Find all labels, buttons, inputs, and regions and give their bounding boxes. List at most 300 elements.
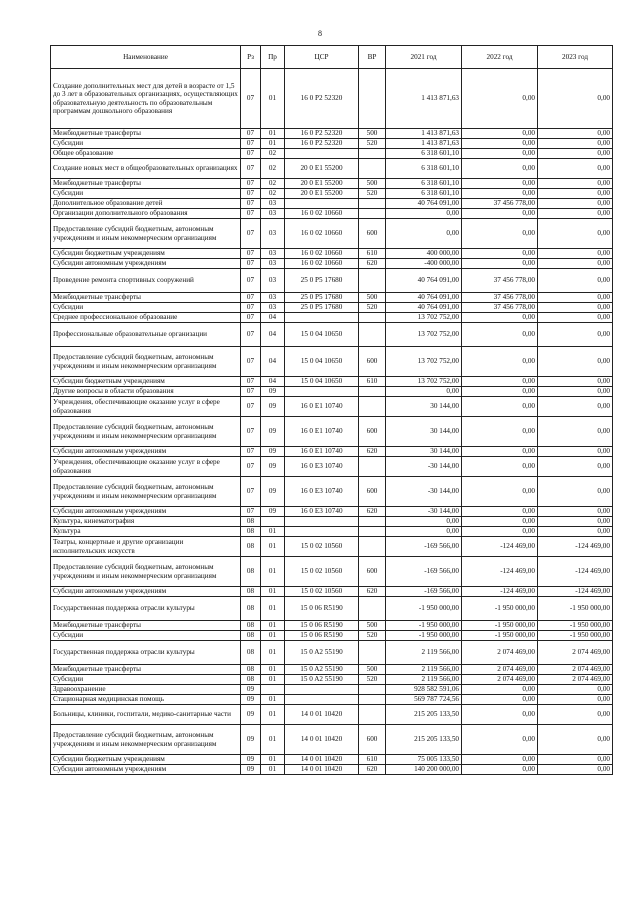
row-value-2021: -30 144,00 bbox=[386, 477, 462, 507]
row-value-2023: 0,00 bbox=[538, 179, 613, 189]
row-value-2023: 0,00 bbox=[538, 725, 613, 755]
row-value-2021: 40 764 091,00 bbox=[386, 269, 462, 293]
table-row bbox=[51, 477, 613, 507]
row-pr: 04 bbox=[261, 313, 285, 323]
row-rz: 09 bbox=[241, 765, 261, 775]
row-value-2023: 0,00 bbox=[538, 209, 613, 219]
row-value-2022: 37 456 778,00 bbox=[462, 303, 538, 313]
row-value-2021: 2 119 566,00 bbox=[386, 665, 462, 675]
row-name: Межбюджетные трансферты bbox=[51, 129, 241, 139]
row-vr: 600 bbox=[359, 557, 386, 587]
row-value-2023: 0,00 bbox=[538, 517, 613, 527]
row-csr: 20 0 E1 55200 bbox=[285, 189, 359, 199]
row-name: Субсидии bbox=[51, 303, 241, 313]
row-value-2023: 0,00 bbox=[538, 293, 613, 303]
row-rz: 08 bbox=[241, 597, 261, 621]
row-csr: 20 0 E1 55200 bbox=[285, 159, 359, 179]
row-vr bbox=[359, 387, 386, 397]
row-csr: 15 0 02 10560 bbox=[285, 557, 359, 587]
table-row bbox=[51, 587, 613, 597]
row-value-2021: 0,00 bbox=[386, 219, 462, 249]
row-value-2023: 0,00 bbox=[538, 347, 613, 377]
row-value-2023: 2 074 469,00 bbox=[538, 675, 613, 685]
row-value-2023: 0,00 bbox=[538, 477, 613, 507]
row-value-2022: 0,00 bbox=[462, 507, 538, 517]
row-rz: 09 bbox=[241, 695, 261, 705]
row-value-2021: -169 566,00 bbox=[386, 557, 462, 587]
row-name: Субсидии автономным учреждениям bbox=[51, 587, 241, 597]
row-value-2023: 0,00 bbox=[538, 149, 613, 159]
row-rz: 08 bbox=[241, 641, 261, 665]
row-rz: 07 bbox=[241, 377, 261, 387]
row-rz: 07 bbox=[241, 417, 261, 447]
row-pr: 03 bbox=[261, 209, 285, 219]
row-value-2022: 0,00 bbox=[462, 377, 538, 387]
row-vr: 520 bbox=[359, 189, 386, 199]
row-csr: 25 0 P5 17680 bbox=[285, 293, 359, 303]
row-name: Среднее профессиональное образование bbox=[51, 313, 241, 323]
row-pr: 09 bbox=[261, 507, 285, 517]
row-name: Предоставление субсидий бюджетным, автономным учреждениям и иным некоммерческим организациям bbox=[51, 557, 241, 587]
row-value-2022: -124 469,00 bbox=[462, 587, 538, 597]
row-csr: 16 0 P2 52320 bbox=[285, 129, 359, 139]
row-name: Дополнительное образование детей bbox=[51, 199, 241, 209]
row-rz: 07 bbox=[241, 159, 261, 179]
row-vr: 610 bbox=[359, 249, 386, 259]
row-vr bbox=[359, 705, 386, 725]
row-csr: 15 0 04 10650 bbox=[285, 377, 359, 387]
row-value-2021: 0,00 bbox=[386, 527, 462, 537]
table-row bbox=[51, 417, 613, 447]
row-pr: 09 bbox=[261, 417, 285, 447]
table-row bbox=[51, 537, 613, 557]
row-pr: 02 bbox=[261, 159, 285, 179]
row-pr: 09 bbox=[261, 477, 285, 507]
row-csr: 16 0 E1 10740 bbox=[285, 447, 359, 457]
row-value-2021: 6 318 601,10 bbox=[386, 149, 462, 159]
row-pr: 04 bbox=[261, 377, 285, 387]
header-name: Наименование bbox=[51, 46, 241, 69]
row-pr: 01 bbox=[261, 597, 285, 621]
row-value-2021: 13 702 752,00 bbox=[386, 347, 462, 377]
row-pr: 09 bbox=[261, 447, 285, 457]
table-row bbox=[51, 725, 613, 755]
row-pr: 03 bbox=[261, 249, 285, 259]
row-value-2022: 0,00 bbox=[462, 159, 538, 179]
row-vr: 500 bbox=[359, 621, 386, 631]
row-rz: 08 bbox=[241, 675, 261, 685]
row-value-2021: -1 950 000,00 bbox=[386, 597, 462, 621]
row-value-2022: 0,00 bbox=[462, 397, 538, 417]
row-pr: 02 bbox=[261, 179, 285, 189]
row-csr: 15 0 A2 55190 bbox=[285, 665, 359, 675]
row-value-2022: 0,00 bbox=[462, 765, 538, 775]
row-value-2021: 2 119 566,00 bbox=[386, 675, 462, 685]
row-name: Предоставление субсидий бюджетным, автономным учреждениям и иным некоммерческим организациям bbox=[51, 219, 241, 249]
row-name: Общее образование bbox=[51, 149, 241, 159]
row-value-2021: -169 566,00 bbox=[386, 587, 462, 597]
row-value-2022: 0,00 bbox=[462, 725, 538, 755]
table-row bbox=[51, 685, 613, 695]
table-row bbox=[51, 755, 613, 765]
row-value-2021: 30 144,00 bbox=[386, 417, 462, 447]
table-row bbox=[51, 129, 613, 139]
table-row bbox=[51, 387, 613, 397]
row-value-2023: -124 469,00 bbox=[538, 587, 613, 597]
table-row bbox=[51, 313, 613, 323]
row-vr bbox=[359, 397, 386, 417]
row-vr: 610 bbox=[359, 377, 386, 387]
row-csr: 16 0 02 10660 bbox=[285, 249, 359, 259]
row-vr: 600 bbox=[359, 725, 386, 755]
row-csr: 16 0 E3 10740 bbox=[285, 457, 359, 477]
row-value-2021: 928 582 591,06 bbox=[386, 685, 462, 695]
row-rz: 09 bbox=[241, 685, 261, 695]
row-csr: 15 0 A2 55190 bbox=[285, 641, 359, 665]
row-pr: 01 bbox=[261, 527, 285, 537]
row-rz: 08 bbox=[241, 557, 261, 587]
row-value-2023: 0,00 bbox=[538, 129, 613, 139]
row-value-2023: 0,00 bbox=[538, 457, 613, 477]
row-csr: 16 0 02 10660 bbox=[285, 209, 359, 219]
row-value-2022: -1 950 000,00 bbox=[462, 631, 538, 641]
row-name: Межбюджетные трансферты bbox=[51, 293, 241, 303]
table-row bbox=[51, 347, 613, 377]
row-vr bbox=[359, 199, 386, 209]
row-value-2022: 0,00 bbox=[462, 527, 538, 537]
row-pr bbox=[261, 517, 285, 527]
row-value-2021: -1 950 000,00 bbox=[386, 621, 462, 631]
row-vr: 500 bbox=[359, 179, 386, 189]
row-value-2022: 0,00 bbox=[462, 685, 538, 695]
row-name: Субсидии bbox=[51, 139, 241, 149]
row-vr: 520 bbox=[359, 675, 386, 685]
row-pr bbox=[261, 685, 285, 695]
table-row bbox=[51, 209, 613, 219]
row-rz: 08 bbox=[241, 517, 261, 527]
row-value-2023: 0,00 bbox=[538, 417, 613, 447]
row-csr: 16 0 P2 52320 bbox=[285, 139, 359, 149]
table-row bbox=[51, 621, 613, 631]
row-rz: 07 bbox=[241, 269, 261, 293]
row-pr: 03 bbox=[261, 293, 285, 303]
row-csr bbox=[285, 313, 359, 323]
row-name: Субсидии бюджетным учреждениям bbox=[51, 377, 241, 387]
row-pr: 01 bbox=[261, 129, 285, 139]
row-value-2022: 0,00 bbox=[462, 139, 538, 149]
row-pr: 02 bbox=[261, 149, 285, 159]
row-value-2022: 0,00 bbox=[462, 695, 538, 705]
row-name: Проведение ремонта спортивных сооружений bbox=[51, 269, 241, 293]
row-csr bbox=[285, 149, 359, 159]
row-vr: 600 bbox=[359, 417, 386, 447]
row-vr: 600 bbox=[359, 347, 386, 377]
row-value-2023: 0,00 bbox=[538, 685, 613, 695]
row-pr: 01 bbox=[261, 725, 285, 755]
row-value-2022: 0,00 bbox=[462, 69, 538, 129]
row-value-2022: 37 456 778,00 bbox=[462, 293, 538, 303]
row-value-2021: 215 205 133,50 bbox=[386, 725, 462, 755]
row-value-2021: 6 318 601,10 bbox=[386, 159, 462, 179]
row-rz: 07 bbox=[241, 219, 261, 249]
table-row bbox=[51, 303, 613, 313]
row-value-2022: -1 950 000,00 bbox=[462, 597, 538, 621]
table-row bbox=[51, 149, 613, 159]
row-rz: 07 bbox=[241, 293, 261, 303]
row-value-2021: 6 318 601,10 bbox=[386, 189, 462, 199]
row-rz: 08 bbox=[241, 621, 261, 631]
row-csr: 15 0 06 R5190 bbox=[285, 621, 359, 631]
table-row bbox=[51, 397, 613, 417]
table-row bbox=[51, 159, 613, 179]
row-pr: 01 bbox=[261, 69, 285, 129]
row-pr: 01 bbox=[261, 665, 285, 675]
row-rz: 07 bbox=[241, 209, 261, 219]
row-value-2022: 37 456 778,00 bbox=[462, 269, 538, 293]
row-rz: 07 bbox=[241, 199, 261, 209]
table-row bbox=[51, 219, 613, 249]
row-rz: 07 bbox=[241, 139, 261, 149]
row-vr: 600 bbox=[359, 477, 386, 507]
page-number: 8 bbox=[318, 29, 322, 38]
row-value-2023: 0,00 bbox=[538, 377, 613, 387]
row-value-2022: 0,00 bbox=[462, 189, 538, 199]
row-value-2022: 0,00 bbox=[462, 209, 538, 219]
row-vr bbox=[359, 641, 386, 665]
row-pr: 03 bbox=[261, 303, 285, 313]
row-vr bbox=[359, 209, 386, 219]
row-rz: 08 bbox=[241, 527, 261, 537]
row-vr bbox=[359, 685, 386, 695]
row-pr: 09 bbox=[261, 397, 285, 417]
row-csr bbox=[285, 527, 359, 537]
row-vr bbox=[359, 149, 386, 159]
row-name: Предоставление субсидий бюджетным, автономным учреждениям и иным некоммерческим организациям bbox=[51, 347, 241, 377]
row-vr: 520 bbox=[359, 303, 386, 313]
row-csr bbox=[285, 685, 359, 695]
row-rz: 07 bbox=[241, 347, 261, 377]
row-value-2022: -124 469,00 bbox=[462, 557, 538, 587]
row-rz: 07 bbox=[241, 507, 261, 517]
row-vr: 520 bbox=[359, 631, 386, 641]
row-csr: 16 0 E1 10740 bbox=[285, 397, 359, 417]
table-row bbox=[51, 139, 613, 149]
row-value-2023: 2 074 469,00 bbox=[538, 665, 613, 675]
table-row bbox=[51, 457, 613, 477]
row-pr: 01 bbox=[261, 755, 285, 765]
row-value-2022: 0,00 bbox=[462, 347, 538, 377]
row-pr: 04 bbox=[261, 323, 285, 347]
row-vr: 600 bbox=[359, 219, 386, 249]
table-row bbox=[51, 675, 613, 685]
row-vr: 500 bbox=[359, 129, 386, 139]
row-vr: 620 bbox=[359, 447, 386, 457]
row-name: Здравоохранение bbox=[51, 685, 241, 695]
row-name: Межбюджетные трансферты bbox=[51, 621, 241, 631]
row-name: Предоставление субсидий бюджетным, автономным учреждениям и иным некоммерческим организациям bbox=[51, 477, 241, 507]
row-value-2023: 0,00 bbox=[538, 323, 613, 347]
row-value-2022: 0,00 bbox=[462, 755, 538, 765]
row-value-2021: -400 000,00 bbox=[386, 259, 462, 269]
table-row bbox=[51, 631, 613, 641]
row-value-2022: 0,00 bbox=[462, 313, 538, 323]
row-csr: 15 0 06 R5190 bbox=[285, 631, 359, 641]
row-value-2021: 0,00 bbox=[386, 387, 462, 397]
table-row bbox=[51, 507, 613, 517]
row-name: Субсидии бюджетным учреждениям bbox=[51, 755, 241, 765]
row-value-2023: 0,00 bbox=[538, 765, 613, 775]
table-row bbox=[51, 259, 613, 269]
row-pr: 01 bbox=[261, 587, 285, 597]
row-csr: 25 0 P5 17680 bbox=[285, 269, 359, 293]
row-value-2022: -1 950 000,00 bbox=[462, 621, 538, 631]
row-pr: 09 bbox=[261, 457, 285, 477]
row-csr: 16 0 P2 52320 bbox=[285, 69, 359, 129]
row-value-2021: 40 764 091,00 bbox=[386, 293, 462, 303]
row-value-2022: 0,00 bbox=[462, 387, 538, 397]
row-value-2021: 0,00 bbox=[386, 209, 462, 219]
row-value-2023: 0,00 bbox=[538, 219, 613, 249]
row-name: Профессиональные образовательные организации bbox=[51, 323, 241, 347]
row-value-2023: -124 469,00 bbox=[538, 537, 613, 557]
row-name: Предоставление субсидий бюджетным, автономным учреждениям и иным некоммерческим организациям bbox=[51, 417, 241, 447]
row-name: Организации дополнительного образования bbox=[51, 209, 241, 219]
row-value-2022: 0,00 bbox=[462, 129, 538, 139]
row-csr: 15 0 02 10560 bbox=[285, 537, 359, 557]
row-rz: 08 bbox=[241, 587, 261, 597]
row-pr: 03 bbox=[261, 269, 285, 293]
row-name: Субсидии bbox=[51, 675, 241, 685]
row-vr: 500 bbox=[359, 293, 386, 303]
row-name: Субсидии автономным учреждениям bbox=[51, 765, 241, 775]
row-rz: 07 bbox=[241, 457, 261, 477]
row-csr bbox=[285, 695, 359, 705]
row-rz: 07 bbox=[241, 313, 261, 323]
row-rz: 07 bbox=[241, 387, 261, 397]
row-vr: 620 bbox=[359, 765, 386, 775]
row-name: Другие вопросы в области образования bbox=[51, 387, 241, 397]
row-csr: 16 0 E3 10740 bbox=[285, 477, 359, 507]
row-pr: 01 bbox=[261, 139, 285, 149]
row-value-2021: 13 702 752,00 bbox=[386, 313, 462, 323]
row-value-2022: 2 074 469,00 bbox=[462, 665, 538, 675]
row-value-2022: 0,00 bbox=[462, 249, 538, 259]
row-value-2022: 2 074 469,00 bbox=[462, 641, 538, 665]
row-csr bbox=[285, 387, 359, 397]
table-row bbox=[51, 641, 613, 665]
row-value-2021: 1 413 871,63 bbox=[386, 69, 462, 129]
row-value-2022: 0,00 bbox=[462, 705, 538, 725]
row-value-2023: 0,00 bbox=[538, 507, 613, 517]
row-rz: 08 bbox=[241, 631, 261, 641]
row-name: Создание дополнительных мест для детей в возрасте от 1,5 до 3 лет в образовательных организациях, осуществляющих образовательную деятельность по образовательным программам дошкольного образования bbox=[51, 69, 241, 129]
row-value-2021: 1 413 871,63 bbox=[386, 129, 462, 139]
row-value-2023: 0,00 bbox=[538, 387, 613, 397]
row-csr: 14 0 01 10420 bbox=[285, 705, 359, 725]
row-vr bbox=[359, 323, 386, 347]
row-rz: 07 bbox=[241, 179, 261, 189]
row-rz: 07 bbox=[241, 129, 261, 139]
row-csr: 15 0 02 10560 bbox=[285, 587, 359, 597]
row-csr: 25 0 P5 17680 bbox=[285, 303, 359, 313]
row-value-2021: 6 318 601,10 bbox=[386, 179, 462, 189]
row-vr: 620 bbox=[359, 507, 386, 517]
row-vr bbox=[359, 517, 386, 527]
row-name: Субсидии bbox=[51, 631, 241, 641]
row-name: Культура bbox=[51, 527, 241, 537]
row-csr: 15 0 A2 55190 bbox=[285, 675, 359, 685]
row-csr: 14 0 01 10420 bbox=[285, 725, 359, 755]
row-name: Субсидии автономным учреждениям bbox=[51, 447, 241, 457]
row-rz: 07 bbox=[241, 323, 261, 347]
row-value-2022: 0,00 bbox=[462, 179, 538, 189]
row-pr: 01 bbox=[261, 765, 285, 775]
row-value-2021: 30 144,00 bbox=[386, 397, 462, 417]
row-name: Межбюджетные трансферты bbox=[51, 179, 241, 189]
row-csr: 14 0 01 10420 bbox=[285, 755, 359, 765]
row-name: Субсидии bbox=[51, 189, 241, 199]
row-rz: 07 bbox=[241, 303, 261, 313]
row-vr bbox=[359, 527, 386, 537]
row-value-2023: -1 950 000,00 bbox=[538, 597, 613, 621]
row-value-2021: 569 787 724,56 bbox=[386, 695, 462, 705]
row-pr: 01 bbox=[261, 621, 285, 631]
table-body bbox=[51, 69, 613, 775]
header-rz: Рз bbox=[241, 46, 261, 69]
row-value-2023: 0,00 bbox=[538, 313, 613, 323]
row-pr: 01 bbox=[261, 695, 285, 705]
row-value-2023: -124 469,00 bbox=[538, 557, 613, 587]
row-vr bbox=[359, 695, 386, 705]
row-value-2021: -169 566,00 bbox=[386, 537, 462, 557]
row-name: Межбюджетные трансферты bbox=[51, 665, 241, 675]
table-row bbox=[51, 695, 613, 705]
row-name: Субсидии бюджетным учреждениям bbox=[51, 249, 241, 259]
row-value-2022: 0,00 bbox=[462, 323, 538, 347]
row-name: Субсидии автономным учреждениям bbox=[51, 259, 241, 269]
row-value-2022: 0,00 bbox=[462, 259, 538, 269]
row-rz: 09 bbox=[241, 755, 261, 765]
row-vr: 500 bbox=[359, 665, 386, 675]
row-value-2022: 0,00 bbox=[462, 477, 538, 507]
row-value-2023: -1 950 000,00 bbox=[538, 621, 613, 631]
row-csr: 16 0 02 10660 bbox=[285, 219, 359, 249]
header-2022: 2022 год bbox=[462, 46, 538, 69]
row-vr bbox=[359, 313, 386, 323]
row-value-2023: 0,00 bbox=[538, 189, 613, 199]
row-name: Учреждения, обеспечивающие оказание услуг в сфере образования bbox=[51, 457, 241, 477]
row-value-2021: -30 144,00 bbox=[386, 457, 462, 477]
budget-table bbox=[50, 45, 613, 775]
header-pr: Пр bbox=[261, 46, 285, 69]
row-value-2021: 0,00 bbox=[386, 517, 462, 527]
table-row bbox=[51, 517, 613, 527]
row-value-2022: 0,00 bbox=[462, 447, 538, 457]
row-csr: 15 0 04 10650 bbox=[285, 347, 359, 377]
table-row bbox=[51, 293, 613, 303]
table-row bbox=[51, 527, 613, 537]
row-value-2021: 40 764 091,00 bbox=[386, 199, 462, 209]
table-row bbox=[51, 665, 613, 675]
row-rz: 08 bbox=[241, 537, 261, 557]
table-row bbox=[51, 69, 613, 129]
row-pr: 03 bbox=[261, 259, 285, 269]
row-csr: 16 0 E1 10740 bbox=[285, 417, 359, 447]
row-value-2023: 0,00 bbox=[538, 397, 613, 417]
row-pr: 01 bbox=[261, 537, 285, 557]
row-rz: 07 bbox=[241, 447, 261, 457]
row-vr: 610 bbox=[359, 755, 386, 765]
